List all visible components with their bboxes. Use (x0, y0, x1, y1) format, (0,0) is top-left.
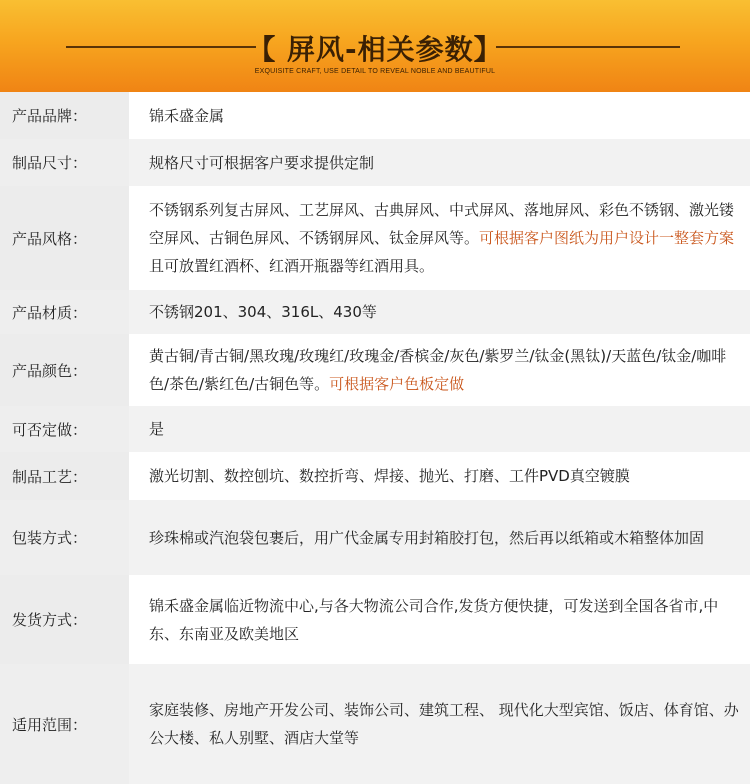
row-value: 锦禾盛金属临近物流中心,与各大物流公司合作,发货方便快捷，可发送到全国各省市,中东、东南亚及欧美地区 (129, 575, 750, 664)
row-label: 发货方式： (0, 575, 129, 664)
row-label: 产品品牌： (0, 92, 129, 139)
row-color (0, 334, 750, 406)
row-value: 不锈钢201、304、316L、430等 (129, 290, 750, 334)
row-label: 适用范围： (0, 664, 129, 784)
row-value (129, 186, 750, 290)
row-label: 制品尺寸： (0, 139, 129, 186)
page-title: 【 屏风-相关参数】 (247, 33, 503, 66)
row-customizable (0, 406, 750, 452)
style-text-end: 且可放置红酒杯、红酒开瓶器等红酒用具。 (149, 257, 435, 275)
row-label: 制品工艺： (0, 452, 129, 500)
style-text: 不锈钢系列复古屏风、工艺屏风、古典屏风、中式屏风、落地屏风、彩色不锈钢、激光镂空屏风、古铜色屏风、不锈钢屏风、钛金屏风等。 (149, 201, 735, 247)
row-shipping (0, 575, 750, 664)
row-value: 激光切割、数控刨坑、数控折弯、焊接、抛光、打磨、工件PVD真空镀膜 (129, 452, 750, 500)
row-label: 可否定做： (0, 406, 129, 452)
page-subtitle: EXQUISITE CRAFT, USE DETAIL TO REVEAL NOBLE AND BEAUTIFUL (254, 68, 496, 75)
row-value (129, 334, 750, 406)
row-scope (0, 664, 750, 784)
row-packaging (0, 500, 750, 575)
row-size (0, 139, 750, 186)
color-text: 黄古铜/青古铜/黑玫瑰/玫瑰红/玫瑰金/香槟金/灰色/紫罗兰/钛金(黑钛)/天蓝色/钛金/咖啡色/茶色/紫红色/古铜色等。 (149, 347, 727, 393)
row-value: 珍珠棉或汽泡袋包裹后，用广代金属专用封箱胶打包，然后再以纸箱或木箱整体加固 (129, 500, 750, 575)
row-value: 规格尺寸可根据客户要求提供定制 (129, 139, 750, 186)
row-craft (0, 452, 750, 500)
row-label: 包装方式： (0, 500, 129, 575)
row-value: 家庭装修、房地产开发公司、装饰公司、建筑工程、 现代化大型宾馆、饭店、体育馆、办公大楼、私人别墅、酒店大堂等 (129, 664, 750, 784)
row-label: 产品颜色： (0, 334, 129, 406)
row-brand (0, 92, 750, 139)
color-highlight: 可根据客户色板定做 (329, 375, 465, 393)
row-value: 锦禾盛金属 (129, 92, 750, 139)
style-highlight: 可根据客户图纸为用户设计一整套方案 (479, 229, 735, 247)
row-style (0, 186, 750, 290)
row-value: 是 (129, 406, 750, 452)
header-banner (0, 0, 750, 92)
row-material (0, 290, 750, 334)
row-label: 产品材质： (0, 290, 129, 334)
params-table (0, 92, 750, 784)
row-label: 产品风格： (0, 186, 129, 290)
